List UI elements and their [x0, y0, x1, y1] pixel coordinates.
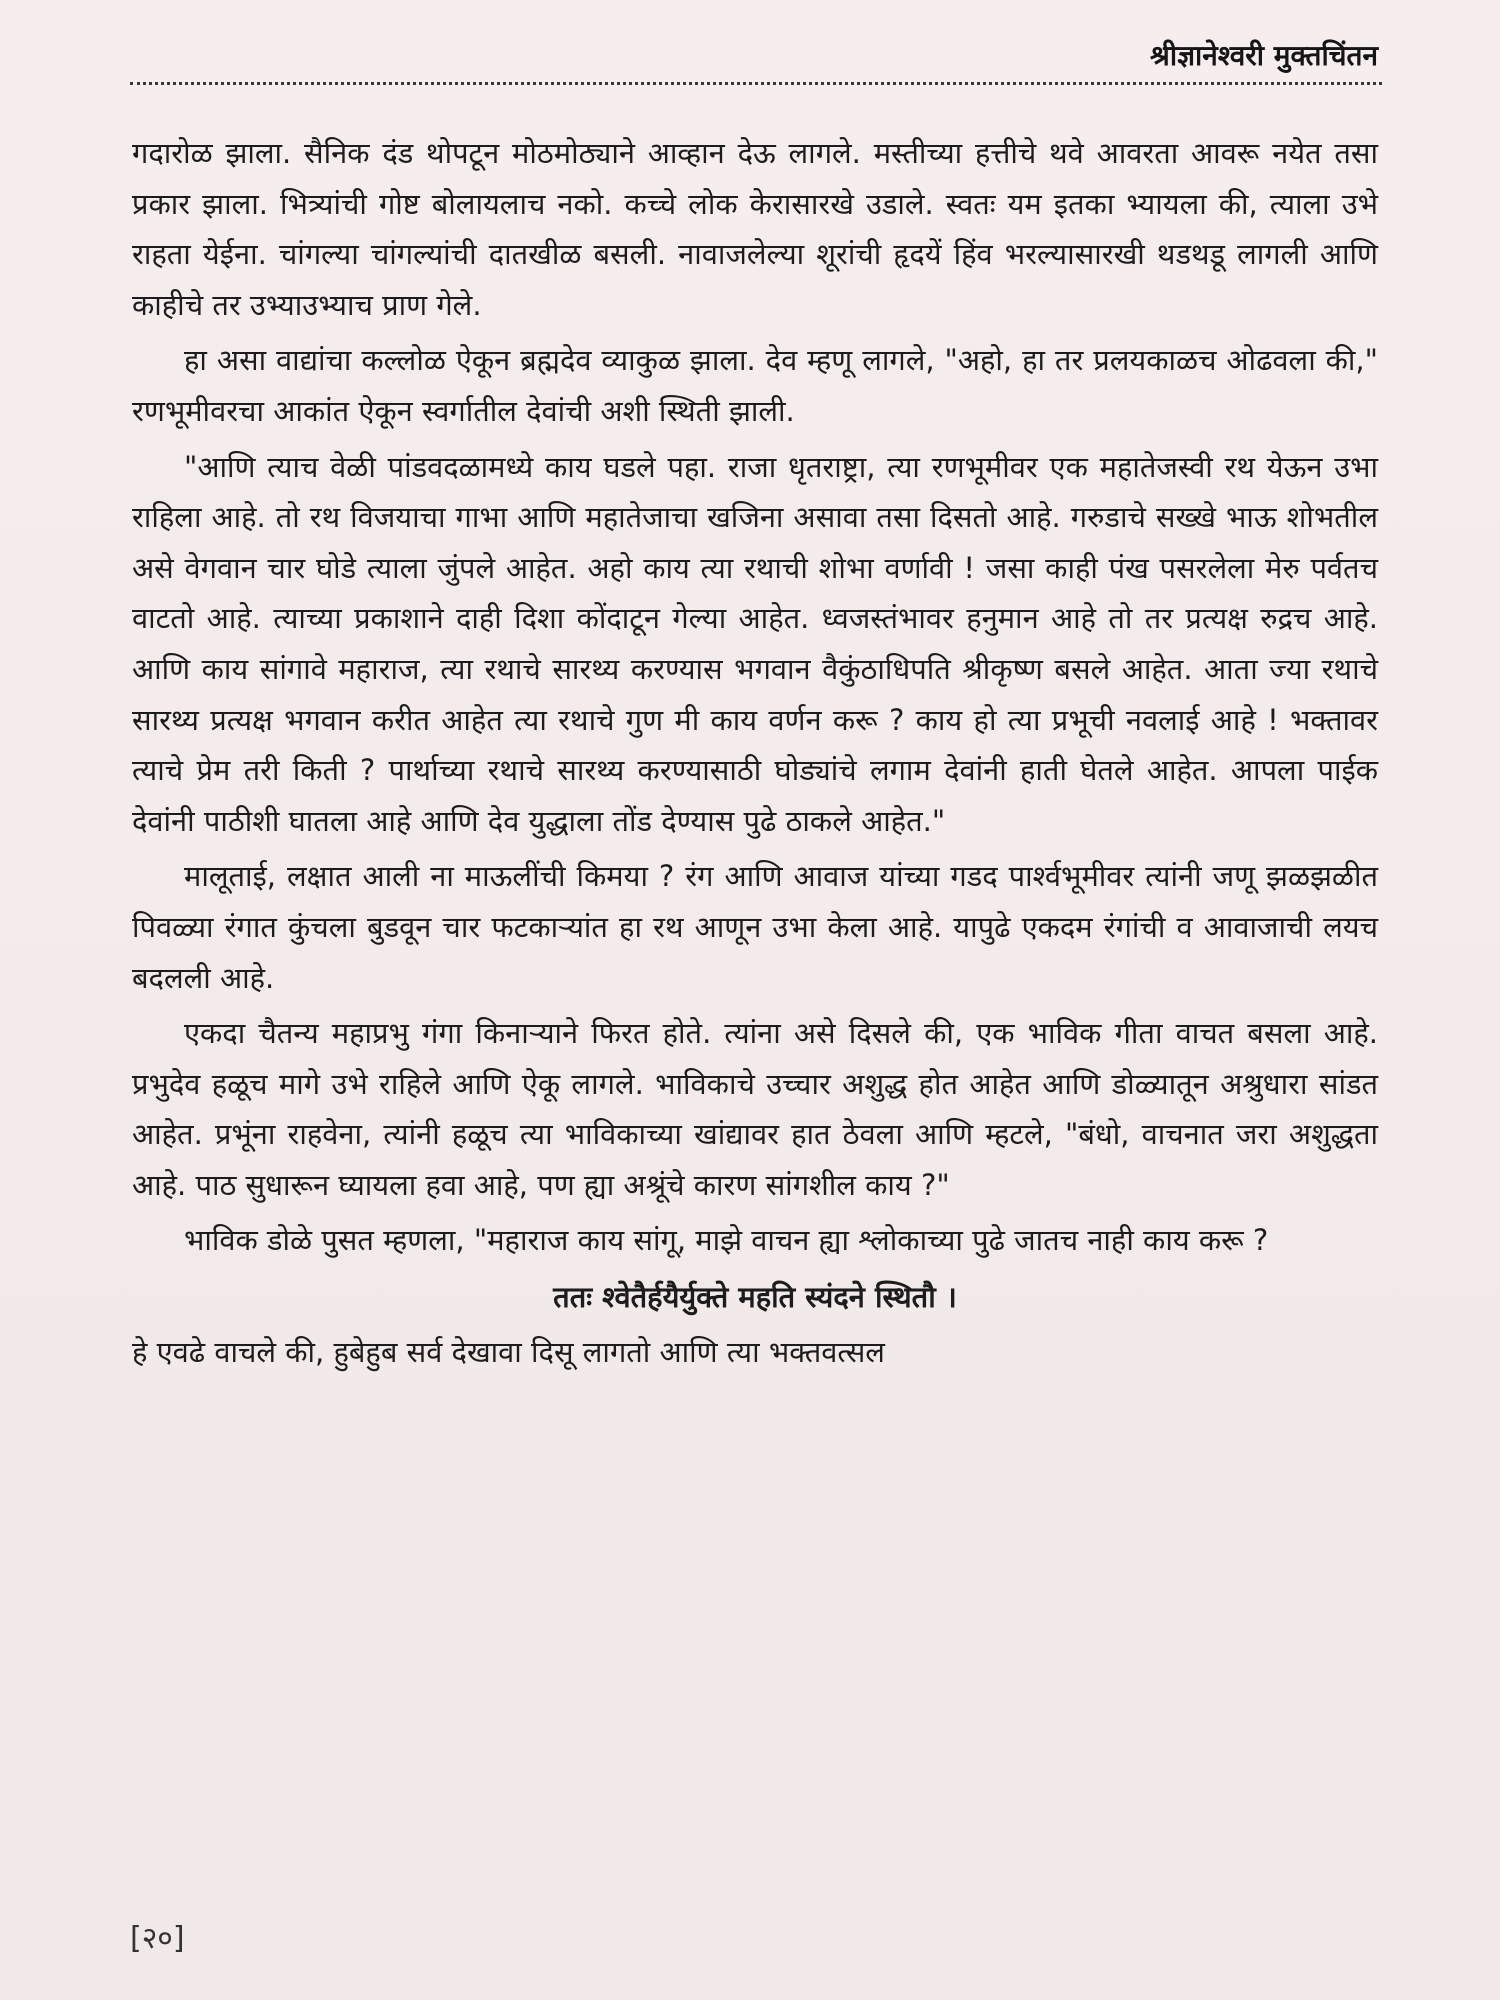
paragraph-6: भाविक डोळे पुसत म्हणला, "महाराज काय सांगू, माझे वाचन ह्या श्लोकाच्या पुढे जातच नाही काय करू ? — [184, 1223, 1269, 1258]
paragraph-3: "आणि त्याच वेळी पांडवदळामध्ये काय घडले पहा. राजा धृतराष्ट्रा, त्या रणभूमीवर एक महातेजस्वी रथ येऊन उभा राहिला आहे. तो रथ विजयाचा गाभा आणि महातेजाचा खजिना असावा तसा दिसतो आहे. गरुडाचे सख्खे भाऊ शोभतील असे वेगवान चार घोडे त्याला जुंपले आहेत. अहो काय त्या रथाची शोभा वर्णावी ! जसा काही पंख पसरलेला मेरु पर्वतच वाटतो आहे. त्याच्या प्रकाशाने दाही दिशा कोंदाटून गेल्या आहेत. ध्वजस्तंभावर हनुमान आहे तो तर प्रत्यक्ष रुद्रच आहे. आणि काय सांगावे महाराज, त्या रथाचे सारथ्य करण्यास भगवान वैकुंठाधिपति श्रीकृष्ण बसले आहेत. आता ज्या रथाचे सारथ्य प्रत्यक्ष भगवान करीत आहेत त्या रथाचे गुण मी काय वर्णन करू ? काय हो त्या प्रभूची नवलाई आहे ! भक्तावर त्याचे प्रेम तरी किती ? पार्थाच्या रथाचे सारथ्य करण्यासाठी घोड्यांचे लगाम देवांनी हाती घेतले आहेत. आपला पाईक देवांनी पाठीशी घातला आहे आणि देव युद्धाला तोंड देण्यास पुढे ठाकले आहेत." — [132, 449, 1379, 838]
paragraph-1: गदारोळ झाला. सैनिक दंड थोपटून मोठमोठ्याने आव्हान देऊ लागले. मस्तीच्या हत्तीचे थवे आवरता आवरू नयेत तसा प्रकार झाला. भित्र्यांची गोष्ट बोलायलाच नको. कच्चे लोक केरासारखे उडाले. स्वतः यम इतका भ्यायला की, त्याला उभे राहता येईना. चांगल्या चांगल्यांची दातखीळ बसली. नावाजलेल्या शूरांची हृदयें हिंव भरल्यासारखी थडथडू लागली आणि काहीचे तर उभ्याउभ्याच प्राण गेले. — [132, 136, 1378, 322]
paragraph-4: मालूताई, लक्षात आली ना माऊलींची किमया ? रंग आणि आवाज यांच्या गडद पार्श्वभूमीवर त्यांनी जणू झळझळीत पिवळ्या रंगात कुंचला बुडवून चार फटकाऱ्यांत हा रथ आणून उभा केला आहे. यापुढे एकदम रंगांची व आवाजाची लयच बदलली आहे. — [132, 859, 1378, 995]
page-body — [132, 128, 1378, 1377]
running-header-title: श्रीज्ञानेश्वरी मुक्तचिंतन — [1150, 39, 1378, 72]
page-number: [२०] — [130, 1921, 185, 1956]
paragraph-2: हा असा वाद्यांचा कल्लोळ ऐकून ब्रह्मदेव व्याकुळ झाला. देव म्हणू लागले, "अहो, हा तर प्रलयकाळच ओढवला की," रणभूमीवरचा आकांत ऐकून स्वर्गातील देवांची अशी स्थिती झाली. — [132, 343, 1378, 428]
paragraph-5: एकदा चैतन्य महाप्रभु गंगा किनाऱ्याने फिरत होते. त्यांना असे दिसले की, एक भाविक गीता वाचत बसला आहे. प्रभुदेव हळूच मागे उभे राहिले आणि ऐकू लागले. भाविकाचे उच्चार अशुद्ध होत आहेत आणि डोळ्यातून अश्रुधारा सांडत आहेत. प्रभूंना राहवेना, त्यांनी हळूच त्या भाविकाच्या खांद्यावर हात ठेवला आणि म्हटले, "बंधो, वाचनात जरा अशुद्धता आहे. पाठ सुधारून घ्यायला हवा आहे, पण ह्या अश्रूंचे कारण सांगशील काय ?" — [132, 1016, 1378, 1202]
header-dotted-rule — [130, 82, 1382, 85]
sanskrit-verse: ततः श्वेतैर्हयैर्युक्ते महति स्यंदने स्थितौ । — [553, 1280, 957, 1315]
continuation-line: हे एवढे वाचले की, हुबेहुब सर्व देखावा दिसू लागतो आणि त्या भक्तवत्सल — [132, 1334, 885, 1369]
